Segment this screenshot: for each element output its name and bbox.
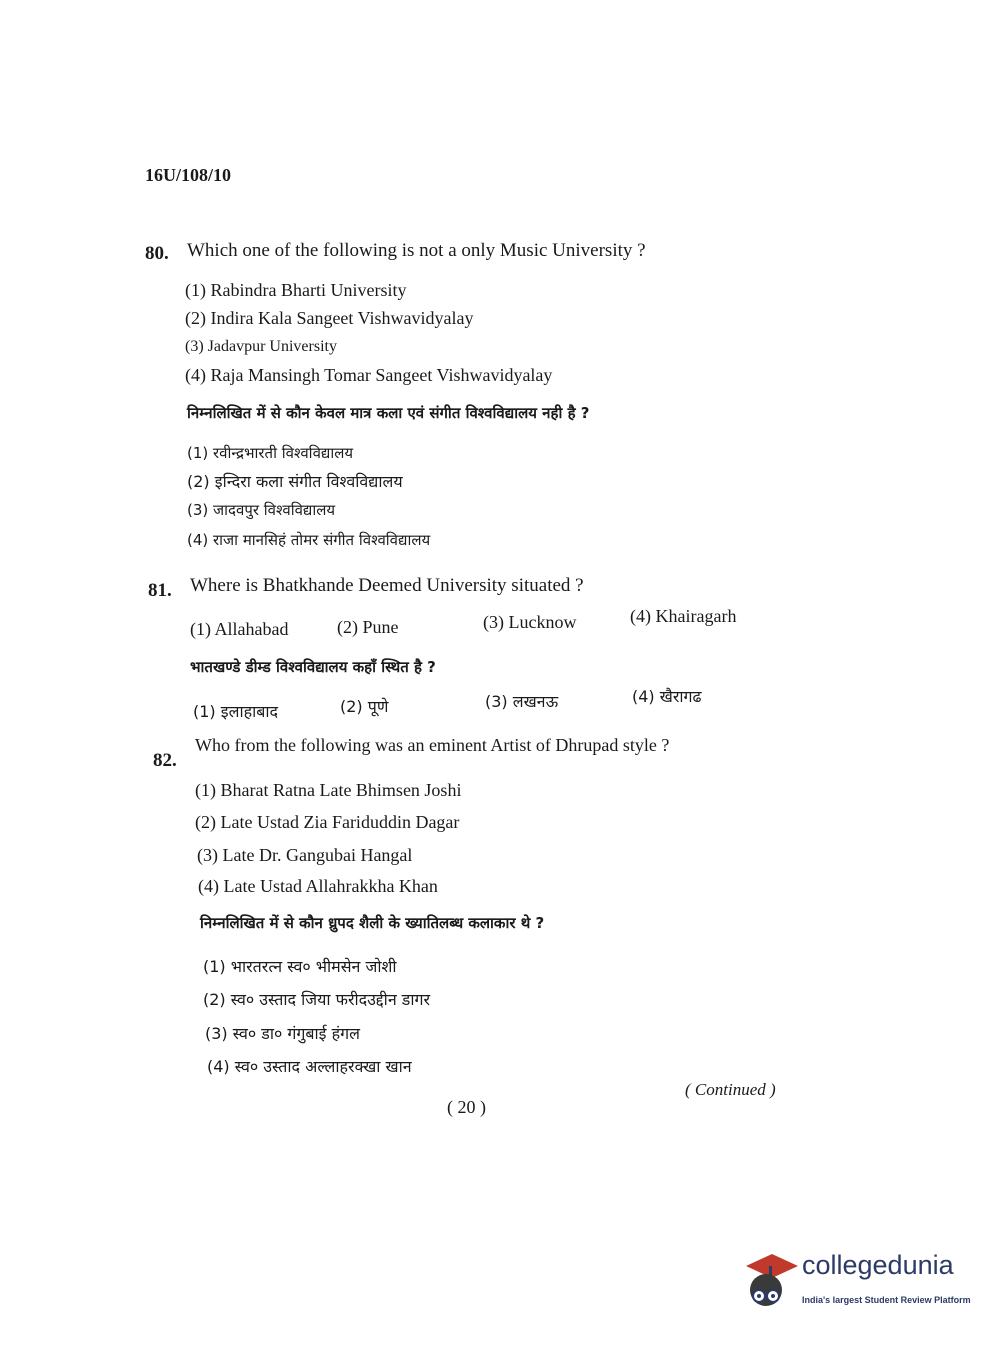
paper-code: 16U/108/10 (145, 165, 232, 185)
hindi-question-text: भातखण्डे डीम्ड विश्वविद्यालय कहाँ स्थित है ? (190, 658, 436, 676)
hindi-question-text: निम्नलिखित में से कौन केवल मात्र कला एवं संगीत विश्वविद्यालय नही है ? (187, 404, 590, 422)
hindi-option-1: (1) भारतरत्न स्व० भीमसेन जोशी (203, 957, 397, 976)
question-text: Which one of the following is not a only Music University ? (187, 240, 646, 261)
option-3: (3) Jadavpur University (185, 338, 337, 355)
hindi-option-3: (3) स्व० डा० गंगुबाई हंगल (205, 1024, 360, 1043)
option-3: (3) Lucknow (483, 612, 577, 632)
hindi-option-4: (4) स्व० उस्ताद अल्लाहरक्खा खान (207, 1057, 412, 1076)
hindi-option-2: (2) पूणे (340, 697, 389, 716)
hindi-question-text: निम्नलिखित में से कौन ध्रुपद शैली के ख्यातिलब्ध कलाकार थे ? (200, 914, 545, 932)
option-4: (4) Raja Mansingh Tomar Sangeet Vishwavidyalay (185, 365, 553, 385)
option-1: (1) Allahabad (190, 619, 289, 639)
hindi-option-4: (4) राजा मानसिहं तोमर संगीत विश्वविद्यालय (187, 531, 431, 549)
brand-name: collegedunia (802, 1250, 954, 1280)
hindi-option-3: (3) जादवपुर विश्वविद्यालय (187, 501, 336, 519)
question-number: 81. (148, 580, 172, 601)
hindi-option-3: (3) लखनऊ (485, 692, 559, 711)
option-1: (1) Rabindra Bharti University (185, 280, 407, 300)
brand-tagline: India's largest Student Review Platform (802, 1295, 971, 1305)
option-2: (2) Indira Kala Sangeet Vishwavidyalay (185, 308, 474, 328)
hindi-option-2: (2) स्व० उस्ताद जिया फरीदउद्दीन डागर (203, 990, 431, 1009)
hindi-option-2: (2) इन्दिरा कला संगीत विश्वविद्यालय (187, 472, 403, 491)
question-number: 82. (153, 750, 177, 771)
collegedunia-logo (742, 1248, 972, 1318)
question-number: 80. (145, 243, 169, 264)
option-1: (1) Bharat Ratna Late Bhimsen Joshi (195, 780, 462, 800)
question-text: Who from the following was an eminent Artist of Dhrupad style ? (195, 735, 670, 755)
option-2: (2) Pune (337, 617, 399, 637)
continued-label: ( Continued ) (685, 1080, 776, 1099)
hindi-option-4: (4) खैरागढ (632, 687, 702, 706)
option-3: (3) Late Dr. Gangubai Hangal (197, 845, 413, 865)
question-text: Where is Bhatkhande Deemed University situated ? (190, 575, 584, 596)
hindi-option-1: (1) रवीन्द्रभारती विश्वविद्यालय (187, 444, 354, 462)
mascot-icon (742, 1248, 800, 1318)
hindi-option-1: (1) इलाहाबाद (193, 702, 279, 721)
page-number: ( 20 ) (447, 1097, 486, 1117)
option-4: (4) Late Ustad Allahrakkha Khan (198, 876, 438, 896)
option-4: (4) Khairagarh (630, 606, 737, 626)
option-2: (2) Late Ustad Zia Fariduddin Dagar (195, 812, 460, 832)
